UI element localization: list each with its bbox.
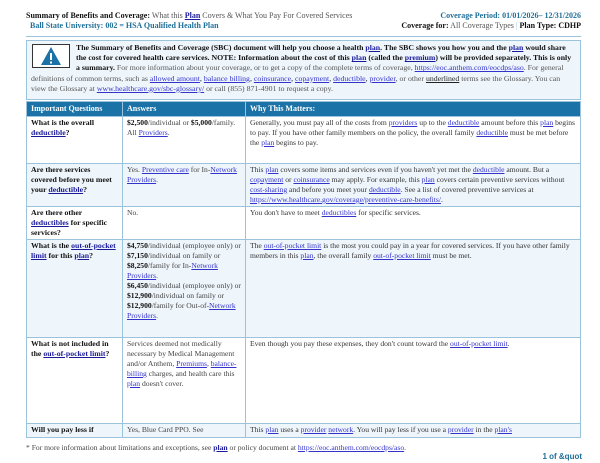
glossary-link-deductibles[interactable]: deductibles: [31, 218, 69, 227]
question-cell: What is the out-of-pocket limit for this plan?: [27, 240, 123, 338]
table-row: [27, 117, 581, 164]
why-matters-cell: Even though you pay these expenses, they don't count toward the out-of-pocket limit.: [246, 338, 581, 424]
glossary-link-balance-billing[interactable]: balance-billing: [127, 359, 237, 378]
answer-cell: Yes. Preventive care for In-Network Providers.: [123, 164, 246, 207]
glossary-link-plan[interactable]: plan: [74, 251, 90, 260]
table-row: [27, 207, 581, 240]
glossary-link-deductible[interactable]: deductible: [333, 73, 366, 83]
glossary-link[interactable]: deductibles: [321, 208, 357, 217]
table-row: [27, 424, 581, 438]
question-cell: Will you pay less if: [27, 424, 123, 438]
coverage-period: Coverage Period: 01/01/2026– 12/31/2026: [440, 11, 581, 20]
glossary-link[interactable]: out-of-pocket limit: [373, 251, 431, 260]
why-matters-cell: This plan uses a provider network. You will pay less if you use a provider in the plan's: [246, 424, 581, 438]
preventive-care-url-link[interactable]: https://www.healthcare.gov/coverage/preventive-care-benefits/: [250, 195, 441, 204]
plan-link[interactable]: Plan: [184, 11, 201, 20]
glossary-link-out-of-pocket-limit[interactable]: out-of-pocket limit: [31, 241, 116, 260]
glossary-link-deductible[interactable]: deductible: [48, 185, 84, 194]
glossary-link[interactable]: providers: [388, 118, 418, 127]
glossary-link-network-providers[interactable]: Network Providers: [127, 301, 236, 320]
glossary-link[interactable]: plan: [540, 118, 554, 127]
glossary-link-copayment[interactable]: copayment: [295, 73, 330, 83]
question-cell: What is not included in the out-of-pocket limit?: [27, 338, 123, 424]
coverage-info: Coverage for: All Coverage Types | Plan Type: CDHP: [401, 21, 581, 30]
answer-cell: $2,500/individual or $5,000/family. All Providers.: [123, 117, 246, 164]
glossary-link[interactable]: deductible: [447, 118, 480, 127]
glossary-link[interactable]: deductible: [476, 128, 508, 137]
warning-icon: [32, 44, 70, 68]
plan-name: Ball State University: 002 = HSA Qualified Health Plan: [30, 21, 219, 30]
glossary-url-link[interactable]: www.healthcare.gov/sbc-glossary/: [96, 83, 205, 93]
glossary-link[interactable]: deductible: [472, 165, 505, 174]
glossary-link-plan[interactable]: plan: [127, 379, 141, 388]
page-number: 1 of &quot: [542, 452, 582, 461]
glossary-link-plan[interactable]: plan: [351, 53, 367, 63]
glossary-link[interactable]: plan: [300, 251, 314, 260]
important-questions-table: [26, 101, 581, 438]
glossary-link[interactable]: provider: [300, 425, 327, 434]
glossary-link-allowed-amount[interactable]: allowed amount: [149, 73, 200, 83]
glossary-link[interactable]: plan: [265, 165, 279, 174]
glossary-link-out-of-pocket-limit[interactable]: out-of-pocket limit: [43, 349, 106, 358]
glossary-link[interactable]: copayment: [250, 175, 284, 184]
glossary-link[interactable]: provider: [447, 425, 474, 434]
glossary-link-premium[interactable]: premium: [404, 53, 436, 63]
glossary-link-provider[interactable]: provider: [369, 73, 396, 83]
glossary-link-plan[interactable]: plan: [213, 443, 228, 452]
glossary-link-plan[interactable]: plan: [365, 43, 381, 52]
glossary-link-network-providers[interactable]: Network Providers: [127, 261, 218, 280]
footer-note: * For more information about limitations and exceptions, see plan or policy document at https://eoc.anthem.com/eocdps/aso.: [26, 443, 407, 452]
table-row: [27, 338, 581, 424]
sbc-notice-box: [26, 40, 581, 100]
glossary-link-balance-billing[interactable]: balance billing: [203, 73, 250, 83]
glossary-link-deductible[interactable]: deductible: [31, 128, 66, 137]
glossary-link[interactable]: plan: [261, 138, 275, 147]
why-matters-cell: This plan covers some items and services even if you haven't yet met the deductible amount. But a copayment or coinsurance may apply. For example, this plan covers certain preventive services without cost-sharing and before you meet your deductible. See a list of covered preventive services at https://www.healthcare.gov/coverage/preventive-care-benefits/.: [246, 164, 581, 207]
column-header: Answers: [123, 102, 246, 117]
answer-cell: No.: [123, 207, 246, 240]
glossary-link-coinsurance[interactable]: coinsurance: [253, 73, 292, 83]
question-cell: Are there services covered before you meet your deductible?: [27, 164, 123, 207]
glossary-link[interactable]: cost-sharing: [250, 185, 288, 194]
glossary-link[interactable]: coinsurance: [293, 175, 330, 184]
eoc-url-link[interactable]: https://eoc.anthem.com/eocdps/aso: [414, 63, 524, 73]
glossary-link-premiums[interactable]: Premiums: [176, 359, 207, 368]
table-row: [27, 164, 581, 207]
glossary-link-providers[interactable]: Providers: [138, 128, 168, 137]
answer-cell: Services deemed not medically necessary by Medical Management and/or Anthem, Premiums, balance-billing charges, and health care this plan doesn't cover.: [123, 338, 246, 424]
glossary-link[interactable]: network: [328, 425, 354, 434]
answer-cell: $4,750/individual (employee only) or $7,150/individual on family or $8,250/family for In-Network Providers. $6,450/individual (employee only) or $12,900/individual on family or $12,900/family for Out-of-Network Providers.: [123, 240, 246, 338]
question-cell: Are there other deductibles for specific services?: [27, 207, 123, 240]
answer-cell: Yes, Blue Card PPO. See: [123, 424, 246, 438]
column-header: Why This Matters:: [246, 102, 581, 117]
table-header-row: [27, 102, 581, 117]
notice-text: The Summary of Benefits and Coverage (SBC) document will help you choose a health plan. The SBC shows you how you and the plan would share the cost for covered health care services. NOTE: Information about the cost of this plan (called the premium) will be provided separately. This is only a summary. For more information about your coverage, or to get a copy of the complete terms of coverage, https://eoc.anthem.com/eocdps/aso. For general definitions of common terms, such as allowed amount, balance billing, coinsurance, copayment, deductible, provider, or other underlined terms see the Glossary. You can view the Glossary at www.healthcare.gov/sbc-glossary/ or call (855) 871-4901 to request a copy.: [31, 43, 572, 93]
question-cell: What is the overall deductible?: [27, 117, 123, 164]
eoc-url-link[interactable]: https://eoc.anthem.com/eocdps/aso: [297, 443, 405, 452]
table-row: [27, 240, 581, 338]
glossary-link-preventive-care[interactable]: Preventive care: [141, 165, 189, 174]
glossary-link-plan[interactable]: plan: [508, 43, 524, 52]
document-title: Summary of Benefits and Coverage: What this Plan Covers & What You Pay For Covered Services: [26, 11, 353, 20]
glossary-link[interactable]: plan: [421, 175, 435, 184]
why-matters-cell: Generally, you must pay all of the costs from providers up to the deductible amount before this plan begins to pay. If you have other family members on the policy, the overall family deductible must be met before the plan begins to pay.: [246, 117, 581, 164]
glossary-link[interactable]: out-of-pocket limit: [450, 339, 508, 348]
glossary-link[interactable]: deductible: [368, 185, 401, 194]
column-header: Important Questions: [27, 102, 123, 117]
glossary-link-network-providers[interactable]: Network Providers: [127, 165, 237, 184]
glossary-link[interactable]: plan: [265, 425, 279, 434]
document-header: [26, 11, 581, 37]
glossary-link[interactable]: out-of-pocket limit: [263, 241, 322, 250]
why-matters-cell: You don't have to meet deductibles for specific services.: [246, 207, 581, 240]
why-matters-cell: The out-of-pocket limit is the most you could pay in a year for covered services. If you have other family members in this plan, the overall family out-of-pocket limit must be met.: [246, 240, 581, 338]
glossary-link[interactable]: plan's: [494, 425, 512, 434]
